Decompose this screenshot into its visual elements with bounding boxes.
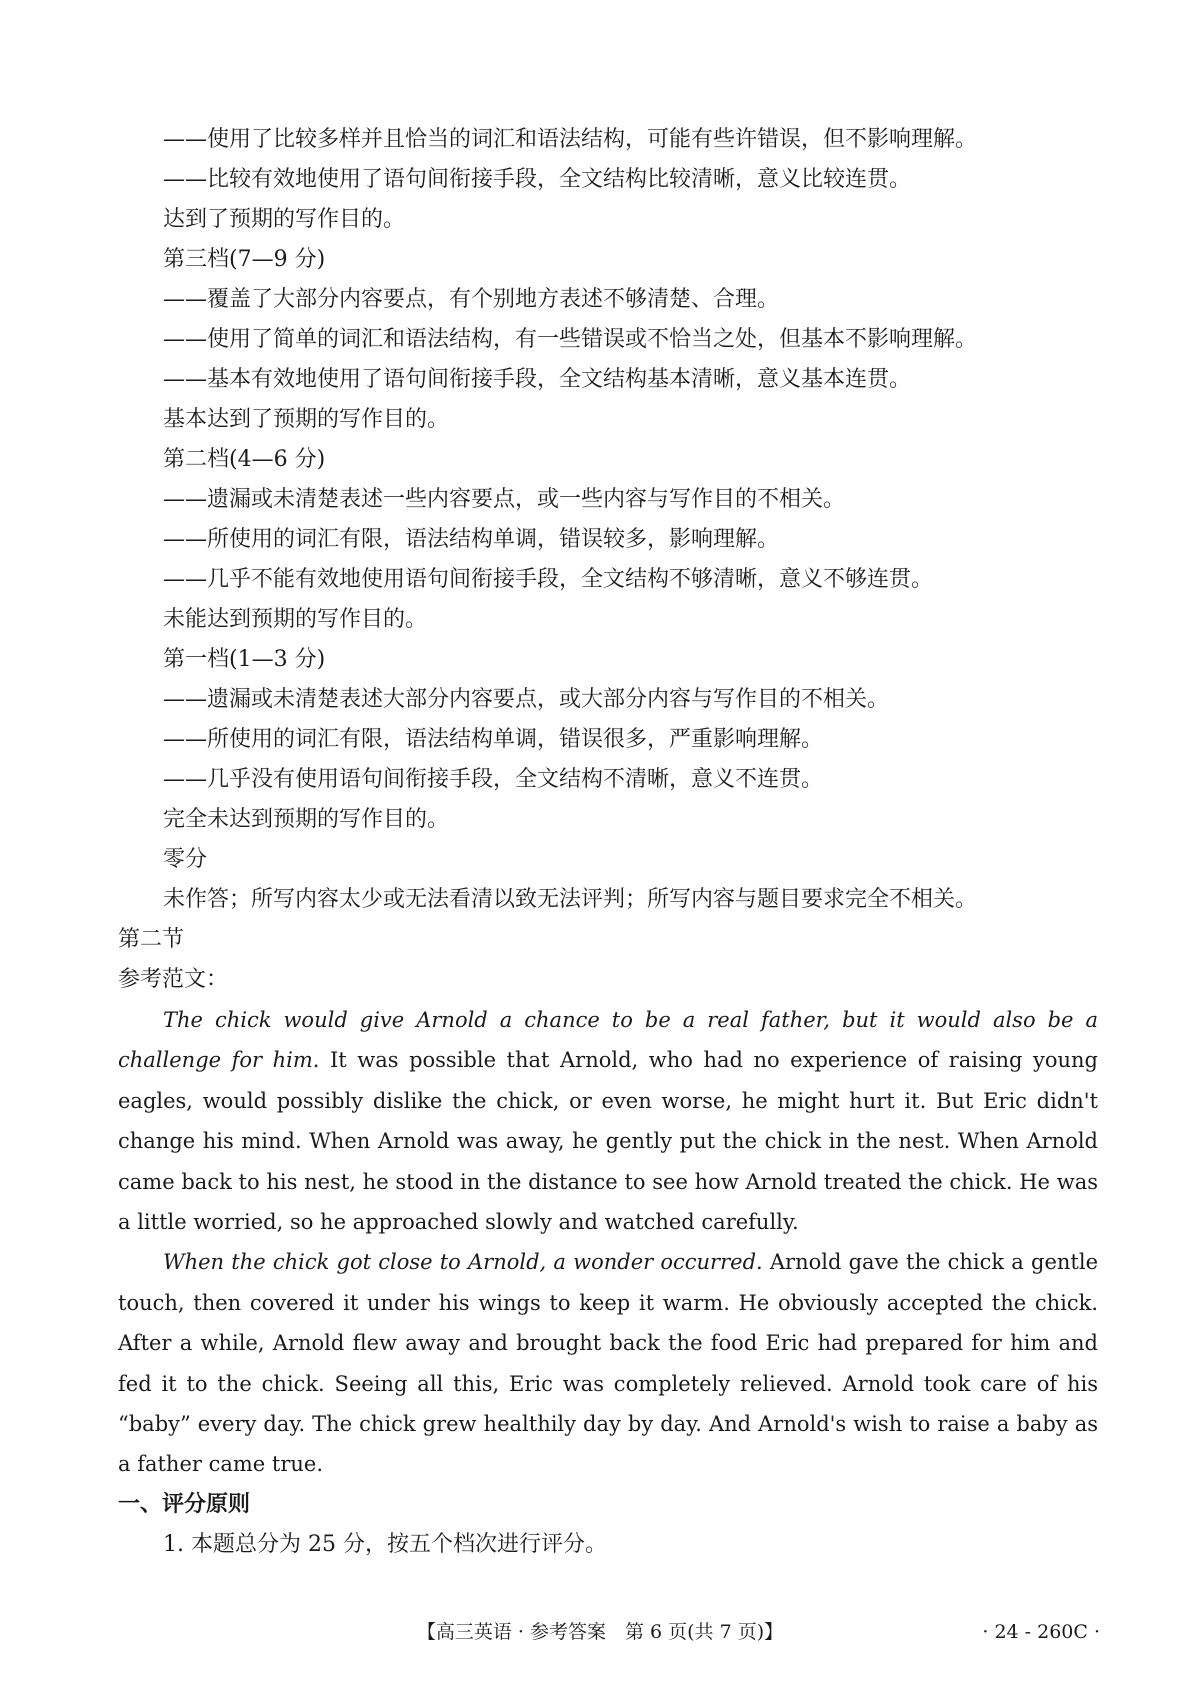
page-content bbox=[118, 120, 1098, 1565]
paragraph-body: Arnold gave the chick a gentle touch, then covered it under his wings to keep it warm. He obviously accepted the chick. After a while, Arnold flew away and brought back the food Eric had prepared for him and fed it to the chick. Seeing all this, Eric was completely relieved. Arnold took care of his “baby” every day. The chick grew healthily day by day. And Arnold's wish to raise a baby as a father came true. bbox=[118, 1250, 1098, 1477]
criterion-line: ——使用了简单的词汇和语法结构，有一些错误或不恰当之处，但基本不影响理解。 bbox=[163, 327, 978, 352]
sample-label: 参考范文： bbox=[118, 967, 229, 992]
zero-text: 未作答；所写内容太少或无法看清以致无法评判；所写内容与题目要求完全不相关。 bbox=[163, 887, 978, 912]
page-footer bbox=[0, 1616, 1200, 1648]
criterion-line: ——遗漏或未清楚表述大部分内容要点，或大部分内容与写作目的不相关。 bbox=[163, 687, 890, 712]
criterion-line: ——覆盖了大部分内容要点，有个别地方表述不够清楚、合理。 bbox=[163, 287, 780, 312]
criterion-line: ——所使用的词汇有限，语法结构单调，错误很多，严重影响理解。 bbox=[163, 727, 824, 752]
criterion-conclusion: 基本达到了预期的写作目的。 bbox=[163, 407, 450, 432]
section-heading: 第二节 bbox=[118, 927, 185, 952]
criterion-line: ——几乎没有使用语句间衔接手段，全文结构不清晰，意义不连贯。 bbox=[163, 767, 824, 792]
criterion-line: ——所使用的词汇有限，语法结构单调，错误较多，影响理解。 bbox=[163, 527, 780, 552]
level-heading: 第三档(7—9 分) bbox=[163, 247, 326, 272]
principles-item: 1. 本题总分为 25 分，按五个档次进行评分。 bbox=[163, 1531, 607, 1557]
sample-paragraph-1 bbox=[118, 1000, 1098, 1242]
sample-paragraph-2 bbox=[118, 1242, 1098, 1484]
paragraph-lead-sentence: When the chick got close to Arnold, a wonder occurred. bbox=[163, 1250, 763, 1275]
paragraph-lead-sentence: The chick would give Arnold a chance to be a real father, but it would also be a challenge for him. bbox=[118, 1008, 1098, 1073]
criterion-line: ——比较有效地使用了语句间衔接手段，全文结构比较清晰，意义比较连贯。 bbox=[163, 167, 912, 192]
zero-heading: 零分 bbox=[163, 847, 208, 872]
footer-doc-code: · 24 - 260C · bbox=[982, 1621, 1100, 1643]
paragraph-body: It was possible that Arnold, who had no experience of raising young eagles, would possibly dislike the chick, or even worse, he might hurt it. But Eric didn't change his mind. When Arnold was away, he gently put the chick in the nest. When Arnold came back to his nest, he stood in the distance to see how Arnold treated the chick. He was a little worried, so he approached slowly and watched carefully. bbox=[118, 1048, 1099, 1235]
criterion-line: ——几乎不能有效地使用语句间衔接手段，全文结构不够清晰，意义不够连贯。 bbox=[163, 567, 934, 592]
level-heading: 第一档(1—3 分) bbox=[163, 647, 326, 672]
principles-heading: 一、评分原则 bbox=[118, 1491, 251, 1517]
criterion-conclusion: 完全未达到预期的写作目的。 bbox=[163, 807, 450, 832]
criterion-line: ——基本有效地使用了语句间衔接手段，全文结构基本清晰，意义基本连贯。 bbox=[163, 367, 912, 392]
level-heading: 第二档(4—6 分) bbox=[163, 447, 326, 472]
criterion-line: ——遗漏或未清楚表述一些内容要点，或一些内容与写作目的不相关。 bbox=[163, 487, 846, 512]
criterion-conclusion: 达到了预期的写作目的。 bbox=[163, 207, 406, 232]
criterion-conclusion: 未能达到预期的写作目的。 bbox=[163, 607, 428, 632]
criterion-line: ——使用了比较多样并且恰当的词汇和语法结构，可能有些许错误，但不影响理解。 bbox=[163, 127, 978, 152]
footer-page-info: 【高三英语 · 参考答案 第 6 页(共 7 页)】 bbox=[416, 1621, 784, 1643]
